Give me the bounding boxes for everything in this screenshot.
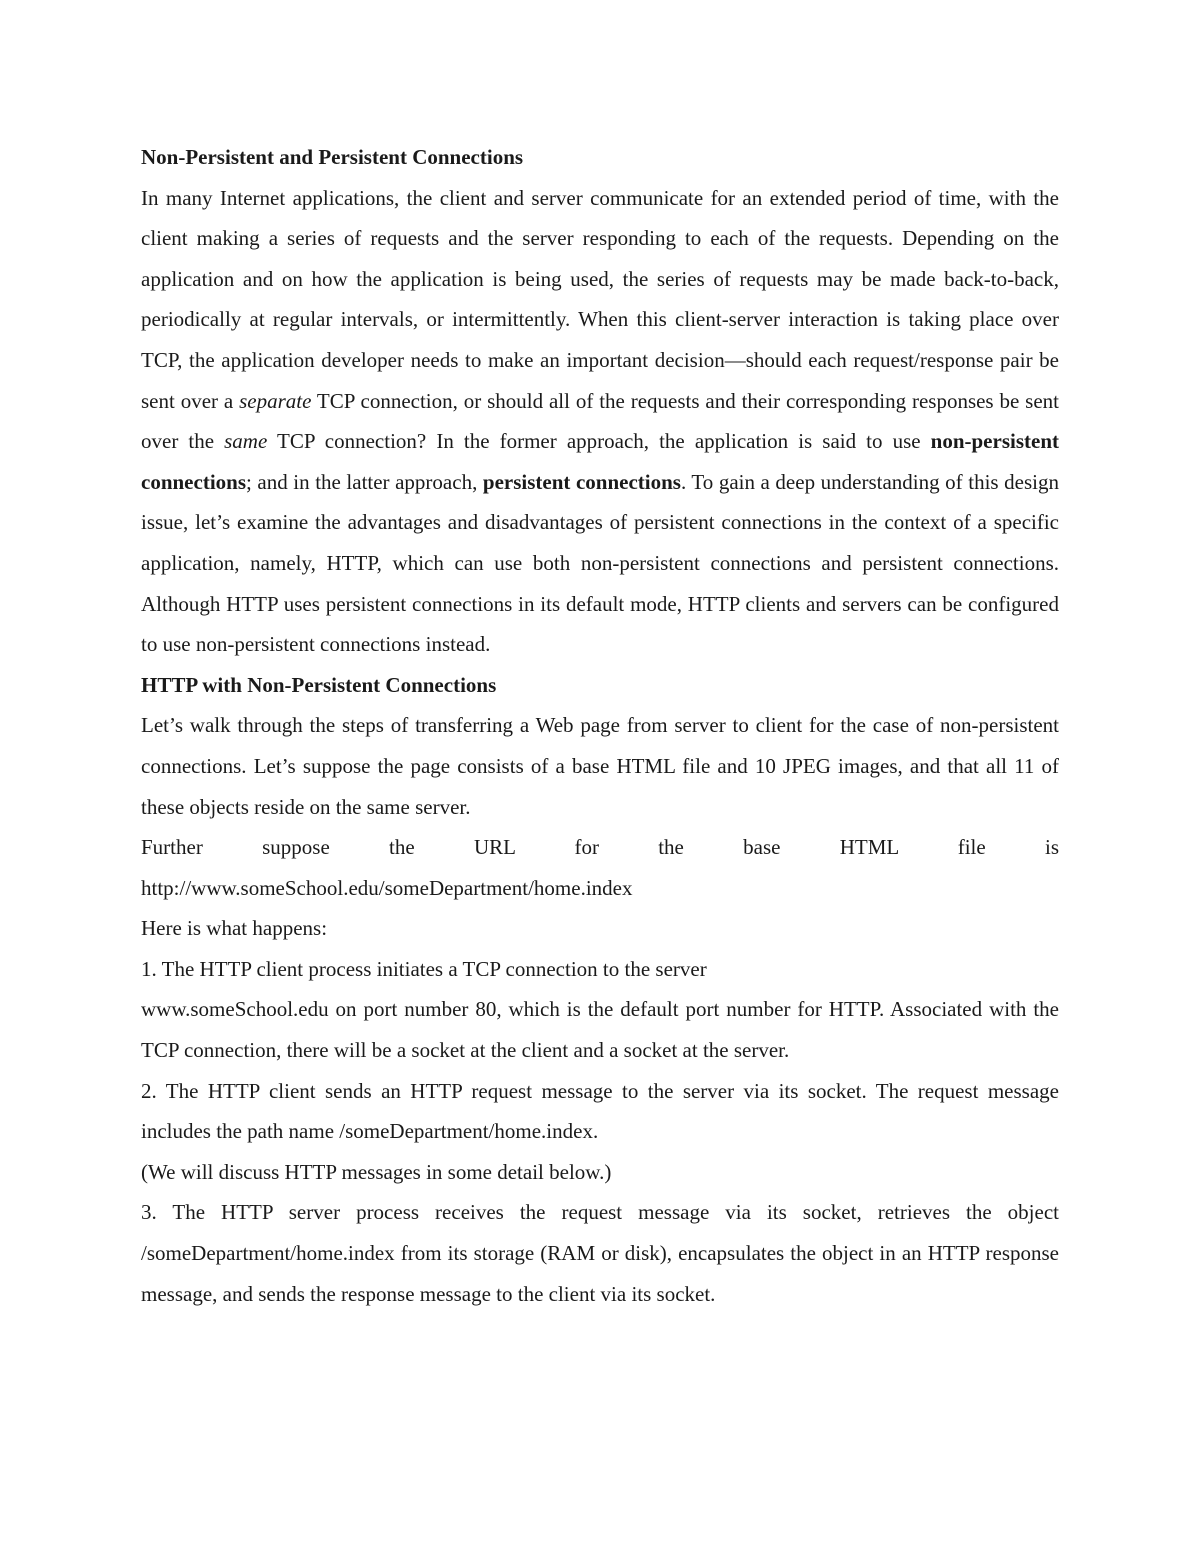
paragraph-here-is-what-happens: Here is what happens:	[141, 916, 328, 941]
step-1-continued: www.someSchool.edu on port number 80, which is the default port number for HTTP. Associated with the TCP connection, there will be a socket at the client and a socket at the server.	[141, 997, 1059, 1063]
paragraph-text: ; and in the latter approach,	[246, 469, 483, 494]
paragraph-text: TCP connection, or should all of the requests and their corresponding responses be sent over the	[141, 388, 1059, 454]
step-1-line: 1. The HTTP client process initiates a TCP connection to the server	[141, 956, 707, 981]
step-2-note: (We will discuss HTTP messages in some detail below.)	[141, 1159, 612, 1184]
paragraph-connections-intro	[141, 178, 1059, 665]
paragraph-url-intro: Further suppose the URL for the base HTML file is	[141, 835, 1059, 860]
paragraph-text: . To gain a deep understanding of this design issue, let’s examine the advantages and disadvantages of persistent connections in the context of a specific application, namely, HTTP, which can use both non-persistent connections and persistent connections. Although HTTP uses persistent connections in its default mode, HTTP clients and servers can be configured to use non-persistent connections instead.	[141, 469, 1059, 657]
paragraph-text: In many Internet applications, the client and server communicate for an extended period of time, with the client making a series of requests and the server responding to each of the requests. Depending on the application and on how the application is being used, the series of requests may be made back-to-back, periodically at regular intervals, or intermittently. When this client-server interaction is taking place over TCP, the application developer needs to make an important decision—should each request/response pair be sent over a	[141, 185, 1059, 413]
emphasis-separate: separate	[239, 388, 312, 413]
step-3: 3. The HTTP server process receives the request message via its socket, retrieves the object /someDepartment/home.index from its storage (RAM or disk), encapsulates the object in an HTTP response message, and sends the response message to the client via its socket.	[141, 1200, 1059, 1306]
document-body	[141, 137, 1059, 1314]
term-persistent: persistent connections	[482, 469, 681, 494]
section-heading-http-non-persistent: HTTP with Non-Persistent Connections	[141, 672, 497, 697]
paragraph-text: TCP connection? In the former approach, the application is said to use	[267, 429, 931, 454]
paragraph-walkthrough: Let’s walk through the steps of transferring a Web page from server to client for the case of non-persistent connections. Let’s suppose the page consists of a base HTML file and 10 JPEG images, and that all 11 of these objects reside on the same server.	[141, 713, 1059, 819]
emphasis-same: same	[224, 429, 268, 454]
step-2: 2. The HTTP client sends an HTTP request message to the server via its socket. The request message includes the path name /someDepartment/home.index.	[141, 1078, 1059, 1144]
base-url: http://www.someSchool.edu/someDepartment/home.index	[141, 875, 633, 900]
term-non-persistent: non-persistent connections	[141, 429, 1059, 494]
section-heading-connections: Non-Persistent and Persistent Connections	[141, 145, 524, 169]
